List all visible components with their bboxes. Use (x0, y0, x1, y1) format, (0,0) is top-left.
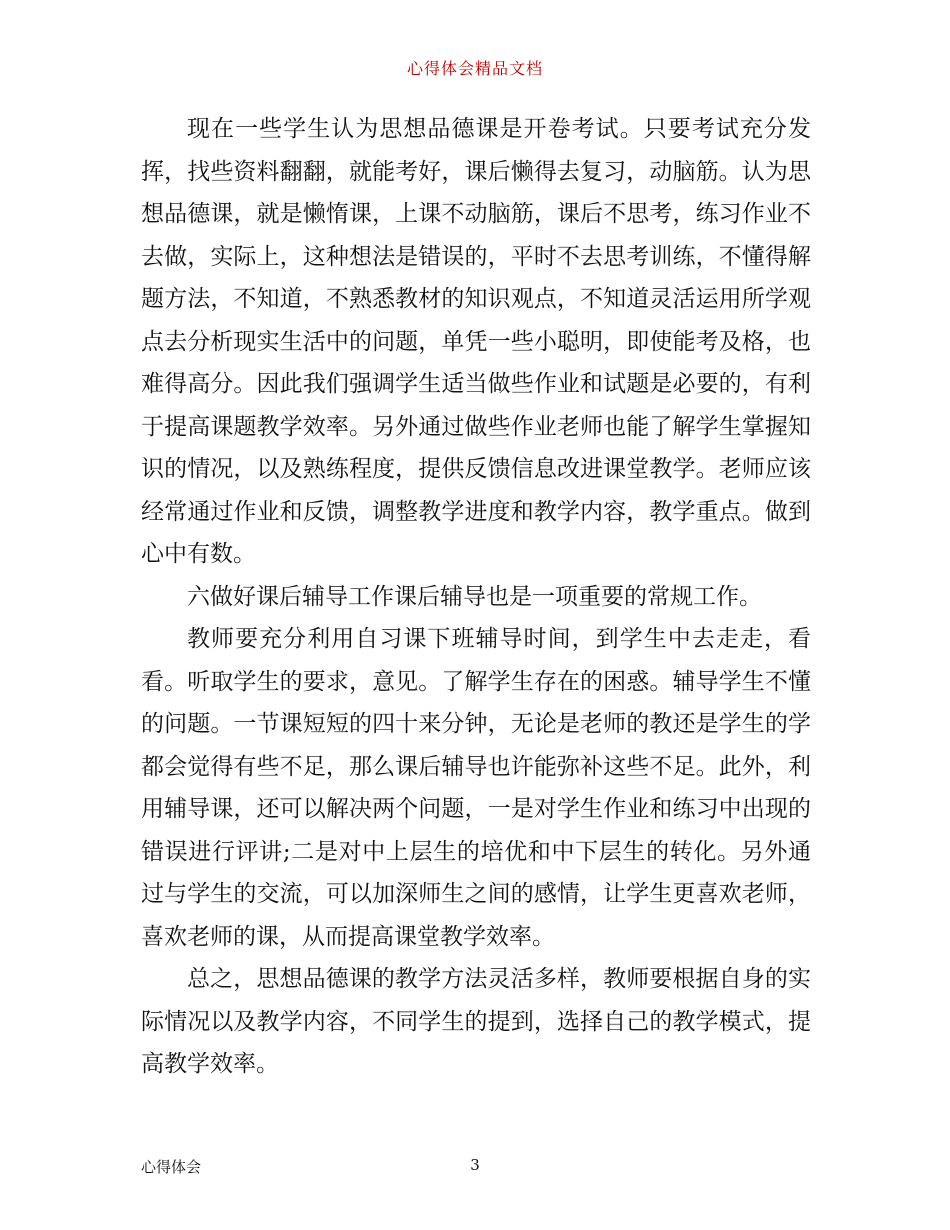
paragraph-4: 总之，思想品德课的教学方法灵活多样，教师要根据自身的实际情况以及教学内容，不同学生的提到，选择自己的教学模式，提高教学效率。 (141, 966, 811, 1077)
page-header-title: 心得体会精品文档 (406, 59, 543, 78)
document-body (141, 108, 811, 1086)
paragraph-1: 现在一些学生认为思想品德课是开卷考试。只要考试充分发挥，找些资料翻翻，就能考好，课后懒得去复习，动脑筋。认为思想品德课，就是懒惰课，上课不动脑筋，课后不思考，练习作业不去做，实际上，这种想法是错误的，平时不去思考训练，不懂得解题方法，不知道，不熟悉教材的知识观点，不知道灵活运用所学观点去分析现实生活中的问题，单凭一些小聪明，即使能考及格，也难得高分。因此我们强调学生适当做些作业和试题是必要的，有利于提高课题教学效率。另外通过做些作业老师也能了解学生掌握知识的情况，以及熟练程度，提供反馈信息改进课堂教学。老师应该经常通过作业和反馈，调整教学进度和教学内容，教学重点。做到心中有数。 (141, 116, 811, 567)
footer-label: 心得体会 (141, 1158, 202, 1176)
paragraph-3: 教师要充分利用自习课下班辅导时间，到学生中去走走，看看。听取学生的要求，意见。了解学生存在的困惑。辅导学生不懂的问题。一节课短短的四十来分钟，无论是老师的教还是学生的学都会觉得有些不足，那么课后辅导也许能弥补这些不足。此外，利用辅导课，还可以解决两个问题，一是对学生作业和练习中出现的错误进行评讲;二是对中上层生的培优和中下层生的转化。另外通过与学生的交流，可以加深师生之间的感情，让学生更喜欢老师，喜欢老师的课，从而提高课堂教学效率。 (141, 626, 811, 950)
page-number: 3 (470, 1156, 480, 1174)
paragraph-2: 六做好课后辅导工作课后辅导也是一项重要的常规工作。 (187, 583, 762, 610)
